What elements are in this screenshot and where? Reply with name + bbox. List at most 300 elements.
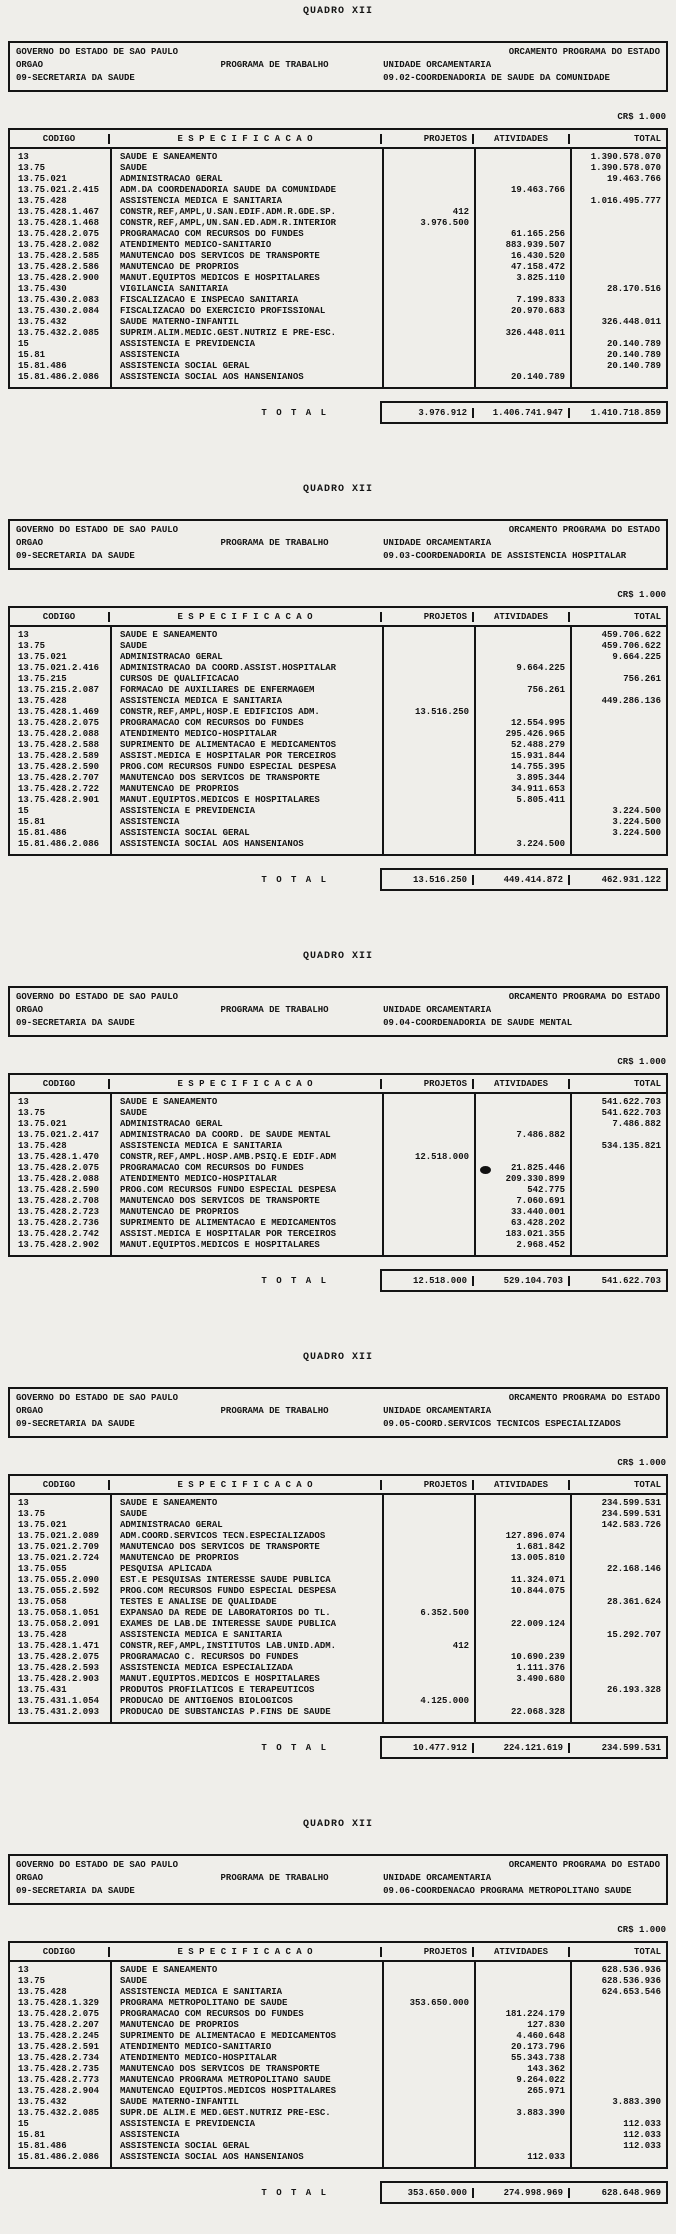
especificacao-cell: PROG.COM RECURSOS FUNDO ESPECIAL DESPESA [120, 762, 337, 772]
codigo-cell: 13.75.428.2.088 [18, 1174, 100, 1184]
total-cell [570, 1207, 666, 1218]
codigo-cell: 13 [18, 630, 29, 640]
atividades-cell: 209.330.899 [505, 1174, 565, 1184]
table-header-row [10, 1943, 666, 1962]
projetos-cell [382, 1185, 474, 1196]
total-cell [570, 2009, 666, 2020]
table-header-row [10, 608, 666, 627]
atividades-cell [474, 674, 570, 685]
codigo-cell: 13.75.428 [18, 696, 67, 706]
atividades-cell [474, 1685, 570, 1696]
codigo-cell: 15.81.486 [18, 2141, 67, 2151]
projetos-cell [382, 1108, 474, 1119]
codigo-cell: 13.75.055.2.090 [18, 1575, 100, 1585]
total-cell: 28.170.516 [606, 284, 661, 294]
column-divider [110, 1094, 112, 1255]
header-row-3 [16, 550, 660, 563]
projetos-cell [382, 328, 474, 339]
codigo-cell: 13.75.432.2.085 [18, 2108, 100, 2118]
total-cell [570, 707, 666, 718]
total-cell [570, 240, 666, 251]
atividades-cell [474, 806, 570, 817]
total-cell [570, 1553, 666, 1564]
especificacao-cell: PRODUTOS PROFILATICOS E TERAPEUTICOS [120, 1685, 315, 1695]
especificacao-column-header: E S P E C I F I C A C A O [110, 134, 382, 144]
atividades-cell: 22.068.328 [510, 1707, 565, 1717]
total-cell: 534.135.821 [601, 1141, 661, 1151]
especificacao-cell: MANUTENCAO DE PROPRIOS [120, 1553, 239, 1563]
atividades-cell [474, 174, 570, 185]
total-cell: 28.361.624 [606, 1597, 661, 1607]
budget-program-title: ORCAMENTO PROGRAMA DO ESTADO [508, 47, 660, 57]
codigo-cell: 15.81 [18, 817, 46, 827]
total-cell: 20.140.789 [606, 350, 661, 360]
codigo-cell: 13.75.021.2.415 [18, 185, 100, 195]
atividades-cell [474, 2097, 570, 2108]
atividades-cell: 19.463.766 [510, 185, 565, 195]
header-box [8, 41, 668, 92]
unidade-orcamentaria-label: UNIDADE ORCAMENTARIA [383, 1873, 492, 1883]
codigo-cell: 13.75.432 [18, 2097, 67, 2107]
especificacao-cell: ADMINISTRACAO GERAL [120, 1520, 223, 1530]
especificacao-cell: CONSTR,REF,AMPL,UN.SAN.ED.ADM.R.INTERIOR [120, 218, 337, 228]
codigo-cell: 13 [18, 1498, 29, 1508]
codigo-cell: 13.75.428.2.082 [18, 240, 100, 250]
atividades-cell [474, 1630, 570, 1641]
table-row [10, 1185, 666, 1196]
budget-table [8, 1073, 668, 1257]
codigo-cell: 15.81.486 [18, 361, 67, 371]
codigo-cell: 13.75.428.2.722 [18, 784, 100, 794]
table-row [10, 251, 666, 262]
codigo-cell: 13.75.428.1.467 [18, 207, 100, 217]
table-row [10, 1553, 666, 1564]
total-cell: 1.390.578.070 [590, 163, 661, 173]
projetos-cell: 12.518.000 [414, 1152, 469, 1162]
especificacao-cell: MANUT.EQUIPTOS.MEDICOS E HOSPITALARES [120, 795, 320, 805]
especificacao-cell: ASSISTENCIA [120, 350, 180, 360]
grand-total-box [380, 2181, 668, 2204]
grand-total-row [8, 401, 668, 424]
codigo-cell: 13.75.058.1.051 [18, 1608, 100, 1618]
especificacao-cell: CONSTR,REF,AMPL,HOSP.E EDIFICIOS ADM. [120, 707, 320, 717]
projetos-cell [382, 729, 474, 740]
table-body [10, 1094, 666, 1255]
codigo-cell: 13.75.021.2.417 [18, 1130, 100, 1140]
especificacao-cell: SAUDE MATERNO-INFANTIL [120, 317, 239, 327]
column-divider [382, 627, 384, 854]
table-row [10, 707, 666, 718]
programa-trabalho-label: PROGRAMA DE TRABALHO [220, 1406, 329, 1416]
table-row [10, 152, 666, 163]
codigo-cell: 13.75.215.2.087 [18, 685, 100, 695]
total-column-header: TOTAL [633, 1946, 661, 1957]
budget-program-title: ORCAMENTO PROGRAMA DO ESTADO [508, 525, 660, 535]
total-cell [570, 1531, 666, 1542]
unidade-orcamentaria-label: UNIDADE ORCAMENTARIA [383, 1406, 492, 1416]
table-row [10, 1174, 666, 1185]
especificacao-cell: SUPRIMENTO DE ALIMENTACAO E MEDICAMENTOS [120, 1218, 337, 1228]
projetos-cell [382, 1987, 474, 1998]
table-row [10, 1141, 666, 1152]
atividades-cell [474, 1976, 570, 1987]
codigo-cell: 13.75.428.2.707 [18, 773, 100, 783]
table-row [10, 2086, 666, 2097]
codigo-cell: 13.75.432.2.085 [18, 328, 100, 338]
atividades-cell [474, 2119, 570, 2130]
column-divider [110, 1495, 112, 1722]
projetos-cell [382, 1652, 474, 1663]
total-cell: 326.448.011 [601, 317, 661, 327]
grand-total-box [380, 401, 668, 424]
atividades-cell [474, 630, 570, 641]
table-row [10, 817, 666, 828]
total-cell [570, 1130, 666, 1141]
table-row [10, 696, 666, 707]
especificacao-cell: TESTES E ANALISE DE QUALIDADE [120, 1597, 277, 1607]
orgao-value: 09-SECRETARIA DA SAUDE [16, 1419, 135, 1429]
grand-total-total: 628.648.969 [601, 2187, 661, 2198]
codigo-cell: 15.81.486 [18, 828, 67, 838]
total-cell [570, 2086, 666, 2097]
atividades-cell: 13.005.810 [510, 1553, 565, 1563]
total-cell [570, 1163, 666, 1174]
projetos-column-header: PROJETOS [382, 134, 474, 144]
codigo-cell: 13.75.428.2.900 [18, 273, 100, 283]
atividades-cell [474, 361, 570, 372]
column-divider [382, 1962, 384, 2167]
especificacao-cell: ATENDIMENTO MEDICO-SANITARIO [120, 240, 272, 250]
especificacao-cell: PESQUISA APLICADA [120, 1564, 212, 1574]
codigo-cell: 15 [18, 339, 29, 349]
projetos-cell [382, 1685, 474, 1696]
grand-total-atividades: 224.121.619 [474, 1743, 570, 1753]
codigo-cell: 13.75.215 [18, 674, 67, 684]
grand-total-row [8, 2181, 668, 2204]
grand-total-box [380, 1269, 668, 1292]
codigo-cell: 13.75.428.2.207 [18, 2020, 100, 2030]
especificacao-cell: ASSIST.MEDICA E HOSPITALAR POR TERCEIROS [120, 1229, 337, 1239]
atividades-cell [474, 1141, 570, 1152]
grand-total-label: T O T A L [261, 407, 328, 418]
codigo-cell: 13.75.428.2.075 [18, 2009, 100, 2019]
total-cell: 1.016.495.777 [590, 196, 661, 206]
codigo-cell: 13.75.428 [18, 1630, 67, 1640]
total-cell: 541.622.703 [601, 1097, 661, 1107]
especificacao-cell: SAUDE E SANEAMENTO [120, 152, 218, 162]
table-row [10, 2152, 666, 2163]
total-cell [570, 2064, 666, 2075]
grand-total-atividades: 449.414.872 [474, 875, 570, 885]
column-divider [382, 1495, 384, 1722]
table-row [10, 2119, 666, 2130]
total-cell: 3.224.500 [612, 817, 661, 827]
atividades-cell: 756.261 [527, 685, 565, 695]
atividades-cell: 181.224.179 [505, 2009, 565, 2019]
table-row [10, 1630, 666, 1641]
table-row [10, 1608, 666, 1619]
grand-total-projetos: 10.477.912 [382, 1743, 474, 1753]
total-cell [570, 1218, 666, 1229]
header-row-1 [16, 46, 660, 59]
especificacao-cell: SAUDE E SANEAMENTO [120, 1097, 218, 1107]
projetos-cell [382, 1119, 474, 1130]
total-cell: 112.033 [623, 2141, 661, 2151]
atividades-cell: 9.264.022 [516, 2075, 565, 2085]
codigo-cell: 13.75.428.2.903 [18, 1674, 100, 1684]
table-row [10, 1196, 666, 1207]
especificacao-cell: SAUDE [120, 163, 148, 173]
total-cell: 628.536.936 [601, 1976, 661, 1986]
especificacao-cell: ASSIST.MEDICA E HOSPITALAR POR TERCEIROS [120, 751, 337, 761]
atividades-cell [474, 641, 570, 652]
codigo-cell: 13.75.428.2.736 [18, 1218, 100, 1228]
header-row-3 [16, 72, 660, 85]
atividades-cell: 3.895.344 [516, 773, 565, 783]
budget-table [8, 606, 668, 856]
atividades-cell: 15.931.844 [510, 751, 565, 761]
column-divider [570, 1094, 572, 1255]
atividades-cell [474, 1520, 570, 1531]
total-cell: 9.664.225 [612, 652, 661, 662]
especificacao-cell: ASSISTENCIA MEDICA E SANITARIA [120, 196, 283, 206]
codigo-cell: 13.75.021 [18, 1119, 67, 1129]
projetos-cell [382, 317, 474, 328]
programa-trabalho-label: PROGRAMA DE TRABALHO [220, 1005, 329, 1015]
codigo-cell: 13.75.058.2.091 [18, 1619, 100, 1629]
codigo-cell: 13.75.428.1.468 [18, 218, 100, 228]
codigo-cell: 13.75.055.2.592 [18, 1586, 100, 1596]
codigo-cell: 13.75.428.2.734 [18, 2053, 100, 2063]
total-cell [570, 795, 666, 806]
projetos-cell [382, 251, 474, 262]
table-row [10, 2075, 666, 2086]
table-row [10, 1619, 666, 1630]
projetos-cell [382, 1619, 474, 1630]
especificacao-cell: ASSISTENCIA SOCIAL AOS HANSENIANOS [120, 2152, 304, 2162]
atividades-cell [474, 196, 570, 207]
table-row [10, 1108, 666, 1119]
codigo-cell: 13.75.430 [18, 284, 67, 294]
atividades-cell [474, 1965, 570, 1976]
header-row-2 [16, 1872, 660, 1885]
grand-total-box [380, 868, 668, 891]
projetos-cell [382, 1218, 474, 1229]
especificacao-cell: MANUT.EQUIPTOS MEDICOS E HOSPITALARES [120, 273, 320, 283]
atividades-cell: 112.033 [527, 2152, 565, 2162]
projetos-cell: 13.516.250 [414, 707, 469, 717]
projetos-cell [382, 784, 474, 795]
projetos-cell [382, 350, 474, 361]
atividades-cell [474, 2141, 570, 2152]
column-divider [110, 627, 112, 854]
grand-total-projetos: 13.516.250 [382, 875, 474, 885]
atividades-cell: 326.448.011 [505, 328, 565, 338]
table-row [10, 163, 666, 174]
codigo-cell: 13.75.432 [18, 317, 67, 327]
projetos-cell [382, 2020, 474, 2031]
especificacao-cell: ASSISTENCIA MEDICA E SANITARIA [120, 1630, 283, 1640]
total-cell [570, 718, 666, 729]
especificacao-cell: SUPRIM.ALIM.MEDIC.GEST.NUTRIZ E PRE-ESC. [120, 328, 337, 338]
column-divider [570, 1495, 572, 1722]
projetos-cell [382, 1531, 474, 1542]
total-cell: 20.140.789 [606, 339, 661, 349]
government-title: GOVERNO DO ESTADO DE SAO PAULO [16, 1393, 179, 1403]
especificacao-cell: SUPRIMENTO DE ALIMENTACAO E MEDICAMENTOS [120, 740, 337, 750]
table-row [10, 361, 666, 372]
projetos-cell [382, 185, 474, 196]
codigo-cell: 13.75 [18, 1976, 46, 1986]
header-box [8, 1854, 668, 1905]
especificacao-cell: PROG.COM RECURSOS FUNDO ESPECIAL DESPESA [120, 1185, 337, 1195]
total-cell [570, 773, 666, 784]
especificacao-cell: ASSISTENCIA E PREVIDENCIA [120, 2119, 256, 2129]
codigo-cell: 13.75.428 [18, 1141, 67, 1151]
atividades-cell: 1.111.376 [516, 1663, 565, 1673]
header-row-3 [16, 1418, 660, 1431]
codigo-cell: 13.75.428.2.075 [18, 718, 100, 728]
projetos-cell [382, 273, 474, 284]
total-cell [570, 784, 666, 795]
total-cell [570, 1663, 666, 1674]
unidade-orcamentaria-value: 09.05-COORD.SERVICOS TECNICOS ESPECIALIZADOS [383, 1419, 621, 1429]
especificacao-cell: PROGRAMACAO COM RECURSOS DO FUNDES [120, 718, 304, 728]
atividades-cell: 20.140.789 [510, 372, 565, 382]
total-cell: 112.033 [623, 2130, 661, 2140]
table-row [10, 1663, 666, 1674]
codigo-cell: 13.75.428.2.585 [18, 251, 100, 261]
codigo-cell: 15.81 [18, 350, 46, 360]
projetos-cell [382, 1575, 474, 1586]
codigo-cell: 15.81 [18, 2130, 46, 2140]
table-row [10, 1597, 666, 1608]
codigo-cell: 13.75.021 [18, 174, 67, 184]
projetos-cell [382, 2086, 474, 2097]
table-row [10, 262, 666, 273]
especificacao-cell: MANUT.EQUIPTOS.MEDICOS E HOSPITALARES [120, 1674, 320, 1684]
codigo-column-header: CODIGO [10, 1480, 110, 1490]
table-row [10, 630, 666, 641]
projetos-cell [382, 1207, 474, 1218]
atividades-cell: 14.755.395 [510, 762, 565, 772]
table-row [10, 1707, 666, 1718]
projetos-cell [382, 795, 474, 806]
total-cell: 3.224.500 [612, 806, 661, 816]
table-row [10, 1520, 666, 1531]
codigo-cell: 13.75.428.1.329 [18, 1998, 100, 2008]
table-row [10, 773, 666, 784]
projetos-cell [382, 630, 474, 641]
codigo-cell: 13.75.055 [18, 1564, 67, 1574]
total-column-header: TOTAL [633, 1479, 661, 1490]
table-row [10, 1987, 666, 1998]
currency-note: CR$ 1.000 [617, 1925, 666, 1935]
atividades-cell: 3.490.680 [516, 1674, 565, 1684]
codigo-cell: 13.75.428.2.588 [18, 740, 100, 750]
projetos-cell [382, 1542, 474, 1553]
total-cell: 20.140.789 [606, 361, 661, 371]
projetos-cell [382, 339, 474, 350]
especificacao-cell: ASSISTENCIA [120, 2130, 180, 2140]
header-box [8, 1387, 668, 1438]
atividades-cell: 7.199.833 [516, 295, 565, 305]
budget-table [8, 1474, 668, 1724]
total-cell: 112.033 [623, 2119, 661, 2129]
especificacao-cell: SUPR.DE ALIM.E MED.GEST.NUTRIZ PRE-ESC. [120, 2108, 331, 2118]
total-cell [570, 1152, 666, 1163]
codigo-cell: 13.75.428.2.901 [18, 795, 100, 805]
codigo-cell: 13.75.428.2.904 [18, 2086, 100, 2096]
atividades-cell [474, 1597, 570, 1608]
atividades-cell [474, 1998, 570, 2009]
atividades-cell [474, 284, 570, 295]
codigo-column-header: CODIGO [10, 1947, 110, 1957]
table-row [10, 1575, 666, 1586]
atividades-cell: 7.486.882 [516, 1130, 565, 1140]
table-row [10, 1218, 666, 1229]
quadro-section [0, 6, 676, 424]
total-cell: 142.583.726 [601, 1520, 661, 1530]
atividades-cell [474, 1097, 570, 1108]
column-divider [110, 149, 112, 387]
quadro-section [0, 484, 676, 891]
especificacao-cell: ASSISTENCIA SOCIAL AOS HANSENIANOS [120, 839, 304, 849]
projetos-cell [382, 1174, 474, 1185]
especificacao-cell: ADMINISTRACAO GERAL [120, 174, 223, 184]
projetos-cell [382, 1229, 474, 1240]
especificacao-cell: MANUTENCAO DOS SERVICOS DE TRANSPORTE [120, 2064, 320, 2074]
budget-program-title: ORCAMENTO PROGRAMA DO ESTADO [508, 1393, 660, 1403]
grand-total-atividades: 529.104.703 [474, 1276, 570, 1286]
table-row [10, 1696, 666, 1707]
projetos-cell [382, 2119, 474, 2130]
table-row [10, 2141, 666, 2152]
codigo-cell: 13.75.428.2.742 [18, 1229, 100, 1239]
codigo-cell: 13.75.428.2.590 [18, 1185, 100, 1195]
currency-note: CR$ 1.000 [617, 1458, 666, 1468]
grand-total-projetos: 12.518.000 [382, 1276, 474, 1286]
projetos-cell [382, 2031, 474, 2042]
atividades-cell: 33.440.001 [510, 1207, 565, 1217]
header-row-1 [16, 524, 660, 537]
atividades-cell: 1.681.842 [516, 1542, 565, 1552]
total-cell [570, 663, 666, 674]
total-cell: 3.224.500 [612, 828, 661, 838]
atividades-cell [474, 1509, 570, 1520]
projetos-cell [382, 372, 474, 383]
especificacao-cell: ASSISTENCIA MEDICA E SANITARIA [120, 696, 283, 706]
codigo-cell: 13.75.431.2.093 [18, 1707, 100, 1717]
atividades-cell [474, 1119, 570, 1130]
codigo-cell: 15.81.486.2.086 [18, 372, 100, 382]
projetos-cell [382, 641, 474, 652]
atividades-cell: 52.488.279 [510, 740, 565, 750]
column-divider [570, 149, 572, 387]
projetos-cell [382, 2042, 474, 2053]
table-header-row [10, 1476, 666, 1495]
atividades-cell [474, 707, 570, 718]
especificacao-cell: PROGRAMA METROPOLITANO DE SAUDE [120, 1998, 288, 2008]
especificacao-cell: ASSISTENCIA E PREVIDENCIA [120, 806, 256, 816]
especificacao-cell: PRODUCAO DE SUBSTANCIAS P.FINS DE SAUDE [120, 1707, 331, 1717]
total-cell [570, 2042, 666, 2053]
total-cell [570, 1586, 666, 1597]
codigo-cell: 13.75.021.2.724 [18, 1553, 100, 1563]
table-row [10, 751, 666, 762]
atividades-cell [474, 1608, 570, 1619]
total-cell [570, 295, 666, 306]
